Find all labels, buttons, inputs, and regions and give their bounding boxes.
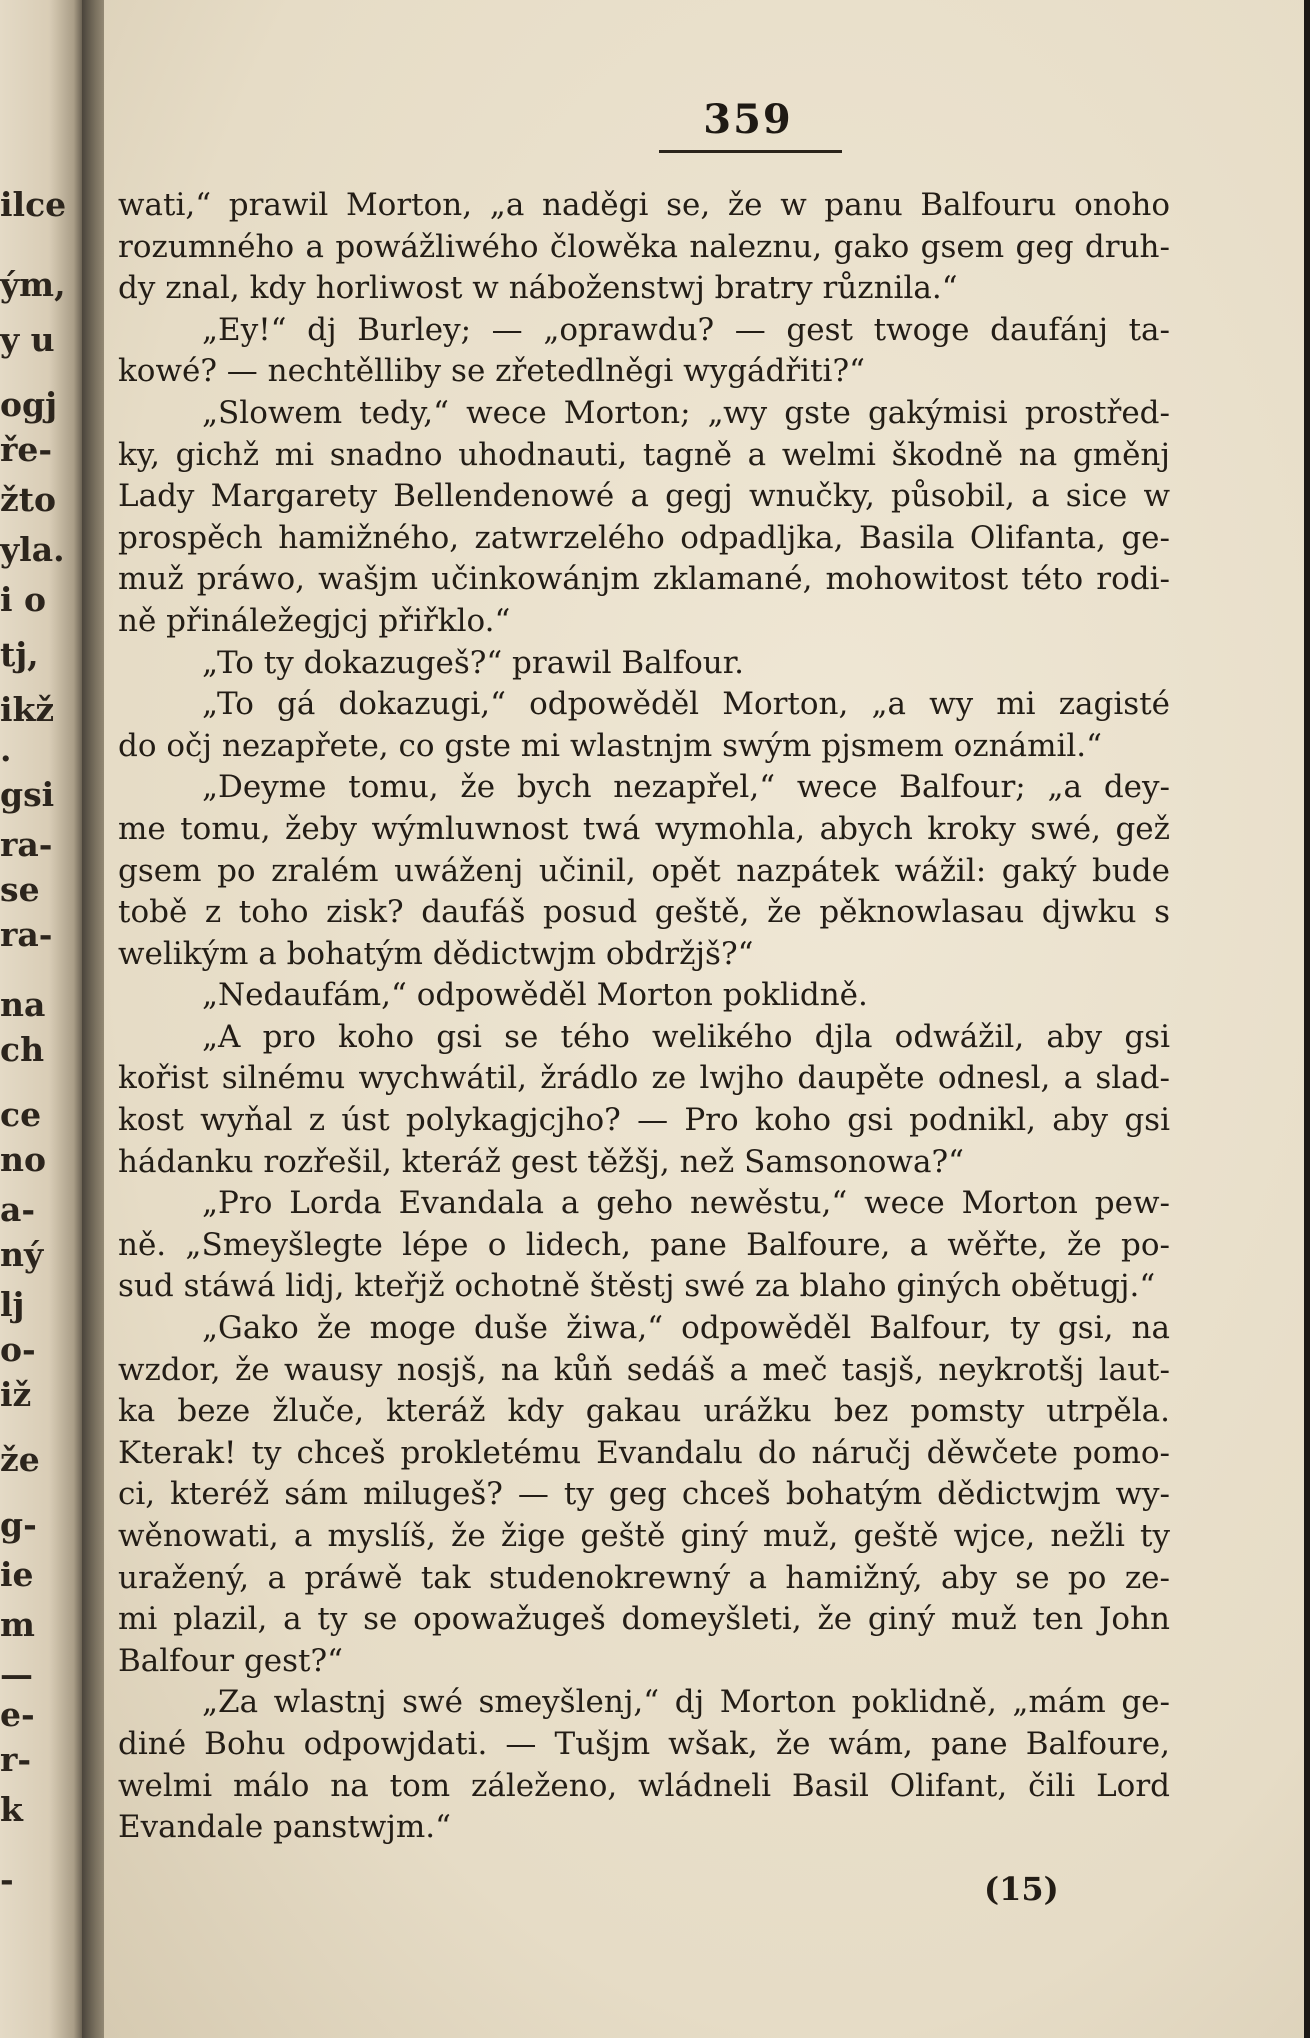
left-page-fragment: - xyxy=(0,1860,14,1899)
left-page-fragment: že xyxy=(0,1440,40,1479)
left-page-edge xyxy=(0,0,82,2038)
text-line: ně. „Smeyšlegte lépe o lidech, pane Balfoure, a wěřte, že po- xyxy=(118,1226,1170,1263)
left-page-fragment: . xyxy=(0,730,12,769)
text-line: Balfour gest?“ xyxy=(118,1642,343,1679)
text-line: „To ty dokazugeš?“ prawil Balfour. xyxy=(202,644,744,681)
text-line: welmi málo na tom záleženo, wládneli Basil Olifant, čili Lord xyxy=(118,1767,1170,1804)
text-line: „Deyme tomu, že bych nezapřel,“ wece Balfour; „a dey- xyxy=(202,769,1170,806)
text-line: tobě z toho zisk? daufáš posud geště, že pěknowlasau djwku s xyxy=(118,894,1170,931)
left-page-fragment: m xyxy=(0,1605,35,1644)
text-line: rozumného a powážliwého člowěka naleznu, gako gsem geg druh- xyxy=(118,228,1170,265)
text-line: ci, kteréž sám milugeš? — ty geg chceš bohatým dědictwjm wy- xyxy=(118,1476,1170,1513)
left-page-fragment: ikž xyxy=(0,690,55,729)
left-page-fragment: ra- xyxy=(0,915,53,954)
text-line: sud stáwá lidj, kteřjž ochotně štěstj swé za blaho giných obětugj.“ xyxy=(118,1268,1156,1305)
text-line: „Slowem tedy,“ wece Morton; „wy gste gakýmisi prostřed- xyxy=(202,394,1170,431)
body-text xyxy=(118,185,1170,1849)
left-page-fragment: lj xyxy=(0,1285,25,1324)
left-page-fragment: ře- xyxy=(0,430,53,469)
left-page-fragment: ým, xyxy=(0,265,66,304)
text-line: gsem po zralém uwáženj učinil, opět nazpátek wážil: gaký bude xyxy=(118,852,1170,889)
text-line: „A pro koho gsi se tého welikého djla odwážil, aby gsi xyxy=(202,1018,1170,1055)
left-page-fragment: ra- xyxy=(0,825,53,864)
left-page-fragment: yla. xyxy=(0,530,65,569)
left-page-fragment: y u xyxy=(0,320,55,359)
left-page-fragment: tj, xyxy=(0,635,39,674)
text-line: ky, gichž mi snadno uhodnauti, tagně a welmi škodně na gměnj xyxy=(118,436,1170,473)
left-page-fragment: k xyxy=(0,1790,23,1829)
text-line: muž práwo, wašjm učinkowánjm zklamané, mohowitost této rodi- xyxy=(118,561,1170,598)
left-page-fragment: žto xyxy=(0,480,56,519)
text-line: welikým a bohatým dědictwjm obdržjš?“ xyxy=(118,935,754,972)
left-page-fragment: e- xyxy=(0,1695,35,1734)
left-page-fragment: ný xyxy=(0,1235,44,1274)
text-line: Kterak! ty chceš prokletému Evandalu do náručj děwčete pomo- xyxy=(118,1434,1170,1471)
text-line: ka beze žluče, kteráž kdy gakau urážku bez pomsty utrpěla. xyxy=(118,1393,1170,1430)
text-line: wzdor, že wausy nosjš, na kůň sedáš a meč tasjš, neykrotšj laut- xyxy=(118,1351,1170,1388)
left-page-fragment: ie xyxy=(0,1555,34,1594)
left-page-fragment: g- xyxy=(0,1505,37,1544)
left-page-fragment: ch xyxy=(0,1030,45,1069)
left-page-fragment: a- xyxy=(0,1190,36,1229)
text-line: hádanku rozřešil, kteráž gest těžšj, než Samsonowa?“ xyxy=(118,1143,964,1180)
left-page-fragment: ilce xyxy=(0,185,67,224)
text-line: „Ey!“ dj Burley; — „oprawdu? — gest twoge daufánj ta- xyxy=(202,311,1170,348)
text-line: wěnowati, a myslíš, že žige geště giný muž, geště wjce, nežli ty xyxy=(118,1518,1170,1554)
left-page-fragment: na xyxy=(0,985,46,1024)
left-page-fragment: se xyxy=(0,870,40,909)
left-page-fragment: r- xyxy=(0,1740,32,1779)
page-number: 359 xyxy=(703,96,793,143)
left-page-fragment: no xyxy=(0,1140,47,1179)
right-edge-shadow xyxy=(1304,0,1310,2038)
text-line: prospěch hamižného, zatwrzelého odpadljka, Basila Olifanta, ge- xyxy=(118,519,1170,556)
text-line: kořist silnému wychwátil, žrádlo ze lwjho daupěte odnesl, a slad- xyxy=(118,1060,1170,1097)
text-line: wati,“ prawil Morton, „a naděgi se, že w panu Balfouru onoho xyxy=(118,187,1170,223)
left-page-fragment: o- xyxy=(0,1330,36,1369)
page-number-rule xyxy=(659,150,842,153)
text-line: me tomu, žeby wýmluwnost twá wymohla, abych kroky swé, gež xyxy=(118,810,1170,847)
text-line: mi plazil, a ty se opowažugeš domeyšleti, že giný muž ten John xyxy=(118,1601,1170,1638)
text-line: ně přináležegjcj přiřklo.“ xyxy=(118,602,511,639)
text-line: diné Bohu odpowjdati. — Tušjm wšak, že wám, pane Balfoure, xyxy=(118,1725,1170,1762)
text-line: kowé? — nechtělliby se zřetedlněgi wygádřiti?“ xyxy=(118,353,865,390)
text-line: dy znal, kdy horliwost w náboženstwj bratry různila.“ xyxy=(118,270,958,307)
book-page xyxy=(104,0,1310,2038)
left-page-fragment: iž xyxy=(0,1375,32,1414)
text-line: „Gako že moge duše žiwa,“ odpowěděl Balfour, ty gsi, na xyxy=(202,1310,1170,1347)
left-page-fragment: ogj xyxy=(0,385,58,424)
left-page-fragment: gsi xyxy=(0,775,55,814)
text-line: uražený, a práwě tak studenokrewný a hamižný, aby se po ze- xyxy=(118,1559,1170,1596)
signature-mark: (15) xyxy=(984,1870,1059,1908)
text-line: Evandale panstwjm.“ xyxy=(118,1809,451,1846)
text-line: „Za wlastnj swé smeyšlenj,“ dj Morton poklidně, „mám ge- xyxy=(202,1684,1170,1721)
left-page-fragment: — xyxy=(0,1655,33,1694)
text-line: Lady Margarety Bellendenowé a gegj wnučky, působil, a sice w xyxy=(118,478,1170,515)
left-page-fragment: i o xyxy=(0,580,47,619)
text-line: „To gá dokazugi,“ odpowěděl Morton, „a wy mi zagisté xyxy=(202,686,1170,723)
text-line: „Pro Lorda Evandala a geho newěstu,“ wece Morton pew- xyxy=(202,1185,1170,1222)
left-page-fragment: ce xyxy=(0,1095,42,1134)
text-line: kost wyňal z úst polykagjcjho? — Pro koho gsi podnikl, aby gsi xyxy=(118,1102,1170,1139)
text-line: do očj nezapřete, co gste mi wlastnjm swým pjsmem oznámil.“ xyxy=(118,727,1103,764)
text-line: „Nedaufám,“ odpowěděl Morton poklidně. xyxy=(202,977,868,1014)
